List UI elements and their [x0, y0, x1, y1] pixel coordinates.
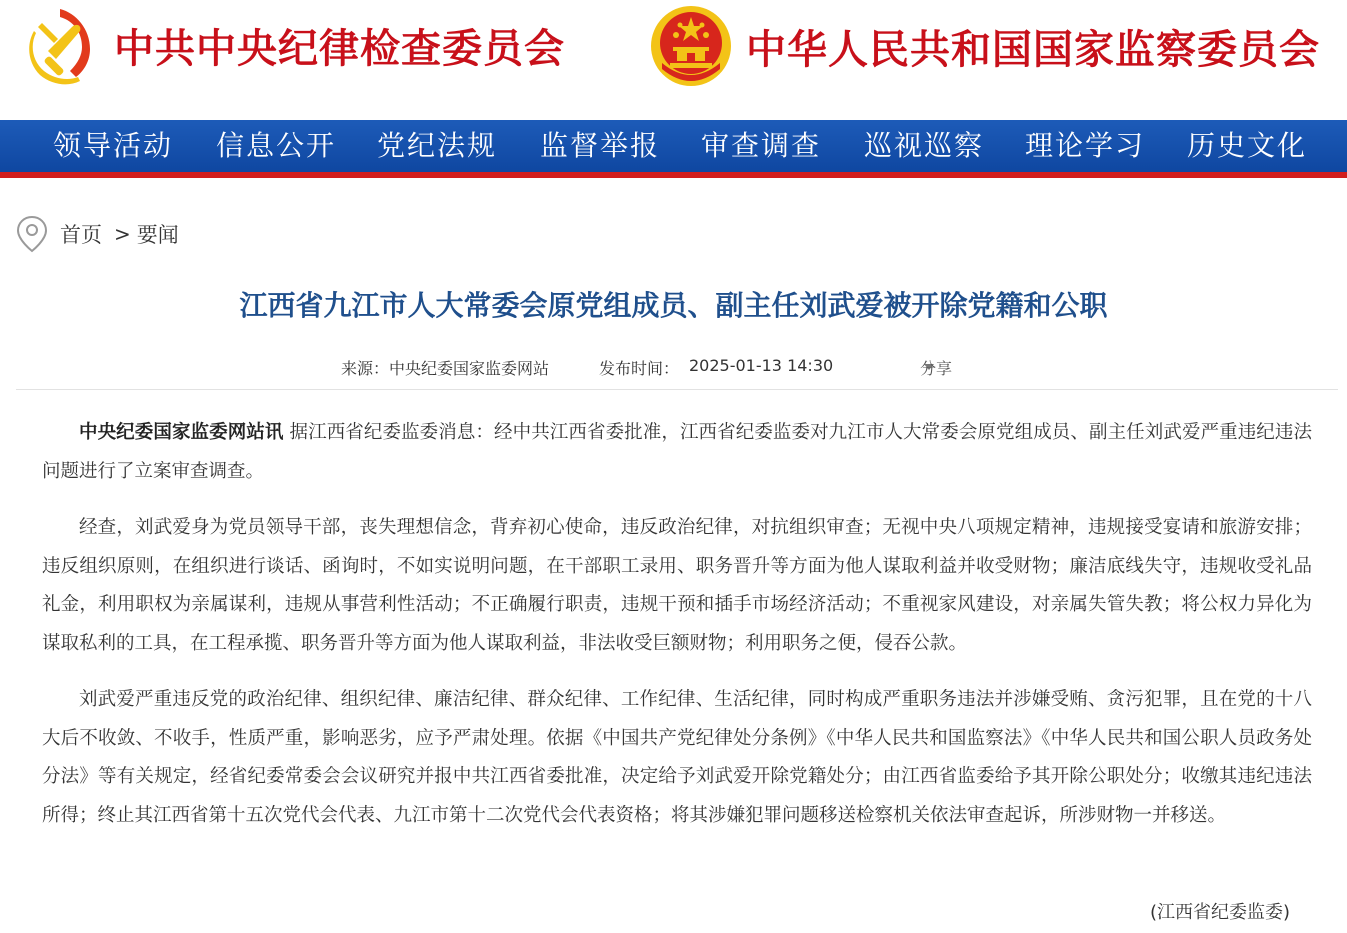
article-paragraph-3: 刘武爱严重违反党的政治纪律、组织纪律、廉洁纪律、群众纪律、工作纪律、生活纪律，同时构成严重职务违法并涉嫌受贿、贪污犯罪，且在党的十八大后不收敛、不收手，性质严重，影响恶劣，应予严肃处理。依据《中国共产党纪律处分条例》《中华人民共和国监察法》《中华人民共和国公职人员政务处分法》等有关规定，经省纪委常委会会议研究并报中共江西省委批准，决定给予刘武爱开除党籍处分；由江西省监委给予其开除公职处分；收缴其违纪违法所得；终止其江西省第十五次党代会代表、九江市第十二次党代会代表资格；将其涉嫌犯罪问题移送检察机关依法审查起诉，所涉财物一并移送。	[42, 689, 1312, 826]
article-paragraph-2: 经查，刘武爱身为党员领导干部，丧失理想信念，背弃初心使命，违反政治纪律，对抗组织审查；无视中央八项规定精神，违规接受宴请和旅游安排；违反组织原则，在组织进行谈话、函询时，不如实说明问题，在干部职工录用、职务晋升等方面为他人谋取利益并收受财物；廉洁底线失守，违规收受礼品礼金，利用职权为亲属谋利，违规从事营利性活动；不正确履行职责，违规干预和插手市场经济活动；不重视家风建设，对亲属失管失教；将公权力异化为谋取私利的工具，在工程承揽、职务晋升等方面为他人谋取利益，非法收受巨额财物；利用职务之便，侵吞公款。	[42, 517, 1312, 654]
article-lead: 中央纪委国家监委网站讯	[79, 422, 284, 443]
publish-time: 2025-01-13 14:30	[689, 356, 834, 375]
nav-item-history-culture[interactable]: 历史文化	[1187, 129, 1308, 162]
article-source-footer: (江西省纪委监委)	[1150, 902, 1291, 923]
main-nav	[0, 120, 1347, 178]
location-pin-icon	[16, 215, 48, 253]
article-title: 江西省九江市人大常委会原党组成员、副主任刘武爱被开除党籍和公职	[239, 289, 1108, 322]
breadcrumb-separator: >	[114, 222, 131, 246]
cpc-ccdi-logo[interactable]	[20, 5, 565, 85]
publish-label: 发布时间：	[599, 359, 680, 378]
site-header	[0, 0, 1347, 120]
left-org-name: 中共中央纪律检查委员会	[114, 24, 565, 72]
breadcrumb-home-link[interactable]: 首页	[60, 223, 102, 247]
national-emblem-icon	[648, 3, 734, 89]
nav-item-investigation[interactable]: 审查调查	[701, 129, 822, 162]
breadcrumb-current[interactable]: 要闻	[136, 223, 179, 247]
article-body	[42, 414, 1312, 853]
nav-item-regulations[interactable]: 党纪法规	[377, 129, 498, 162]
share-dropdown[interactable]	[920, 356, 953, 378]
share-label: 分享	[920, 359, 953, 378]
nav-item-inspection[interactable]: 巡视巡察	[864, 129, 985, 162]
meta-divider	[16, 389, 1338, 390]
article-source: 来源：中央纪委国家监委网站	[341, 359, 550, 378]
nav-item-info-disclosure[interactable]: 信息公开	[216, 129, 337, 162]
article-paragraph-1-text: 据江西省纪委监委消息：经中共江西省委批准，江西省纪委监委对九江市人大常委会原党组成员、副主任刘武爱严重违纪违法问题进行了立案审查调查。	[42, 422, 1312, 482]
nav-item-leadership[interactable]: 领导活动	[53, 129, 174, 162]
party-emblem-icon	[20, 5, 100, 85]
nsc-logo[interactable]	[648, 3, 1320, 89]
nav-item-supervision-report[interactable]: 监督举报	[540, 129, 661, 162]
breadcrumb	[16, 214, 179, 254]
right-org-name: 中华人民共和国国家监察委员会	[746, 25, 1320, 73]
article-meta	[0, 356, 1347, 380]
article-paragraph-1	[42, 414, 1312, 491]
nav-item-theory-study[interactable]: 理论学习	[1025, 129, 1146, 162]
